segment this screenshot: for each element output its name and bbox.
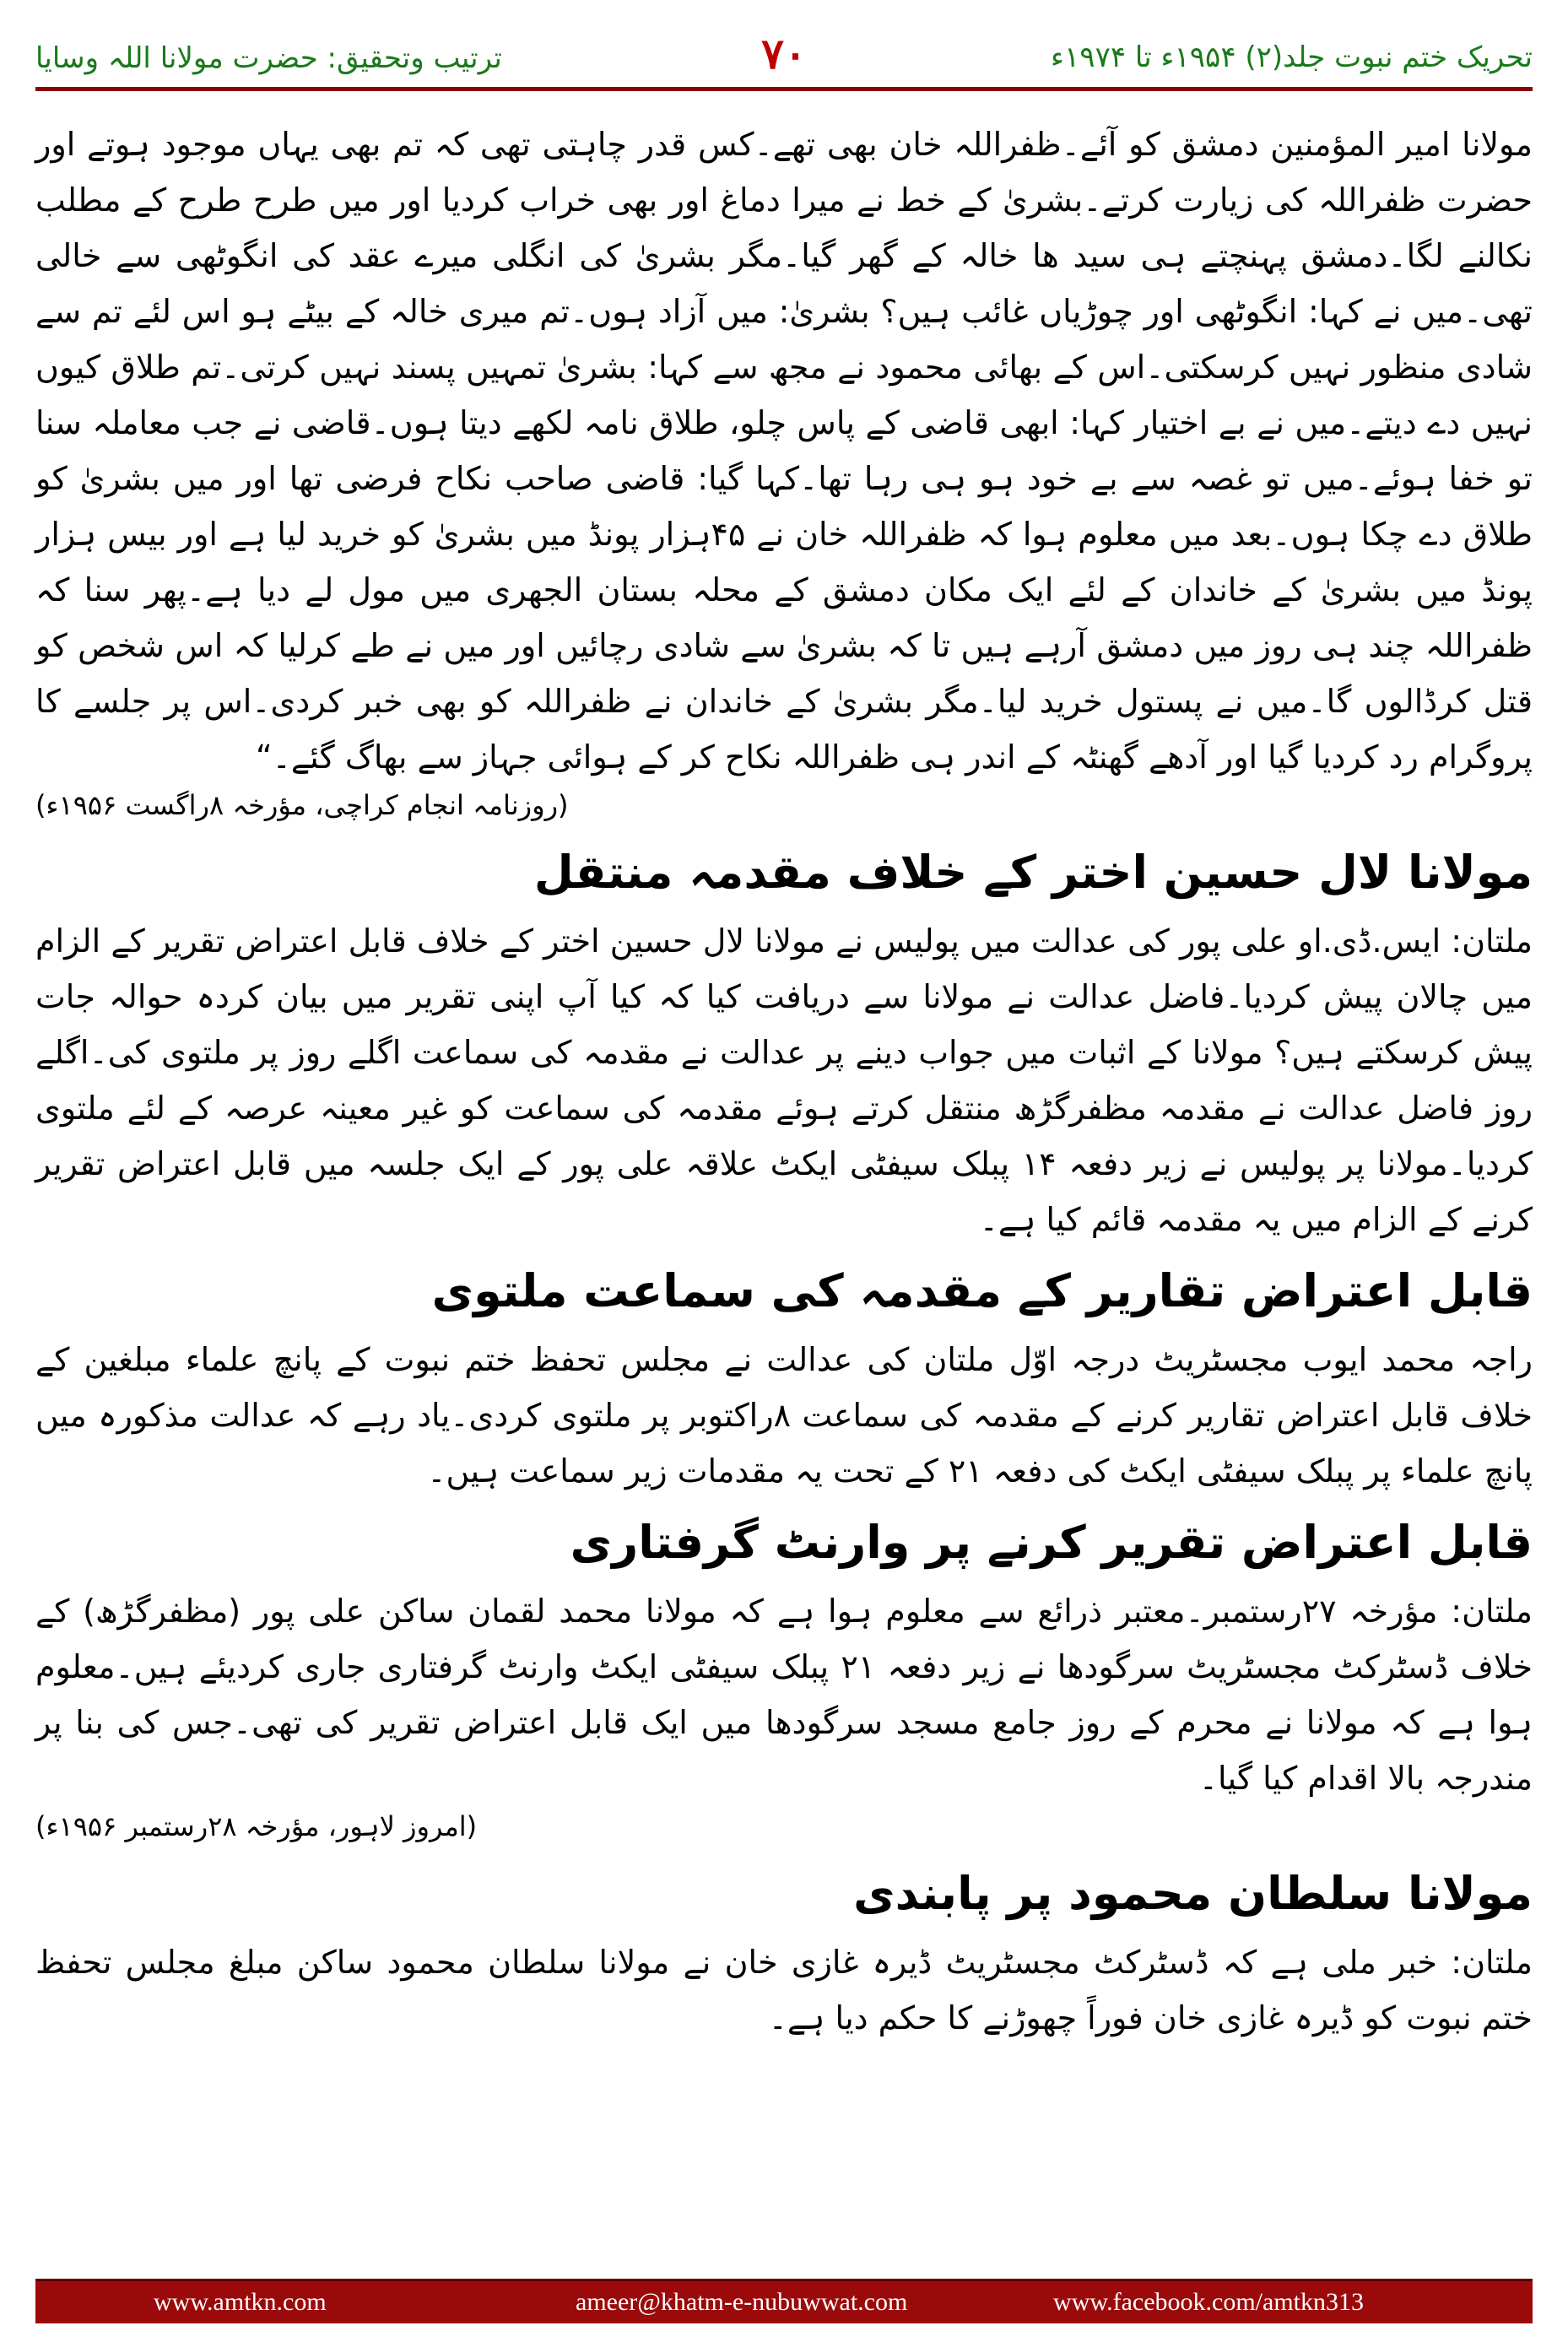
- heading-case-transferred: مولانا لال حسین اختر کے خلاف مقدمہ منتقل: [533, 846, 1533, 899]
- heading-hearing-adjourned: قابل اعتراض تقاریر کے مقدمہ کی سماعت ملتوی: [431, 1264, 1533, 1317]
- paragraph-2: ملتان: ایس.ڈی.او علی پور کی عدالت میں پولیس نے مولانا لال حسین اختر کے خلاف قابل اعتراض تقریر کے الزام میں چالان پیش کردیا۔فاضل عدالت نے مولانا سے دریافت کیا کہ کیا آپ اپنی تقریر میں بیان کردہ حوالہ جات پیش کرسکتے ہیں؟ مولانا کے اثبات میں جواب دینے پر عدالت نے مقدمہ کی سماعت اگلے روز پر ملتوی کی۔اگلے روز فاضل عدالت نے مقدمہ مظفرگڑھ منتقل کرتے ہوئے مقدمہ کی سماعت کو غیر معینہ عرصہ کے لئے ملتوی کردیا۔مولانا پر پولیس نے زیر دفعہ ۱۴ پبلک سیفٹی ایکٹ علاقہ علی پور کے ایک جلسہ میں قابل اعتراض تقریر کرنے کے الزام میں یہ مقدمہ قائم کیا ہے۔: [35, 922, 1533, 1238]
- footer-website-link[interactable]: www.amtkn.com: [154, 2288, 327, 2316]
- paragraph-5: ملتان: خبر ملی ہے کہ ڈسٹرکٹ مجسٹریٹ ڈیرہ غازی خان نے مولانا سلطان محمود ساکن مبلغ مجلس تحفظ ختم نبوت کو ڈیرہ غازی خان فوراً چھوڑنے کا حکم دیا ہے۔: [35, 1944, 1533, 2036]
- page-body: [35, 116, 1533, 2046]
- heading-ban: مولانا سلطان محمود پر پابندی: [853, 1867, 1533, 1920]
- page-number: ۷۰: [761, 29, 807, 78]
- citation-1: (روزنامہ انجام کراچی، مؤرخہ ۸راگست ۱۹۵۶ء): [35, 789, 569, 821]
- page-header: [35, 19, 1533, 86]
- page-footer: [35, 2279, 1533, 2323]
- paragraph-4: ملتان: مؤرخہ ۲۷رستمبر۔معتبر ذرائع سے معلوم ہوا ہے کہ مولانا محمد لقمان ساکن علی پور (مظفرگڑھ) کے خلاف ڈسٹرکٹ مجسٹریٹ سرگودھا نے زیر دفعہ ۲۱ پبلک سیفٹی ایکٹ وارنٹ گرفتاری جاری کردیئے ہیں۔معلوم ہوا ہے کہ مولانا نے محرم کے روز جامع مسجد سرگودھا میں ایک قابل اعتراض تقریر کی تھی۔جس کی بنا پر مندرجہ بالا اقدام کیا گیا۔: [35, 1593, 1533, 1797]
- footer-facebook-link[interactable]: www.facebook.com/amtkn313: [1053, 2288, 1364, 2316]
- paragraph-1: مولانا امیر المؤمنین دمشق کو آئے۔ظفراللہ خان بھی تھے۔کس قدر چاہتی تھی کہ تم بھی یہاں موجود ہوتے اور حضرت ظفراللہ کی زیارت کرتے۔بشریٰ کے خط نے میرا دماغ اور بھی خراب کردیا اور میں طرح طرح کے مطلب نکالنے لگا۔دمشق پہنچتے ہی سید ھا خالہ کے گھر گیا۔مگر بشریٰ کی انگلی میرے عقد کی انگوٹھی سے خالی تھی۔میں نے کہا: انگوٹھی اور چوڑیاں غائب ہیں؟ بشریٰ: میں آزاد ہوں۔تم میری خالہ کے بیٹے ہو اس لئے تم سے شادی منظور نہیں کرسکتی۔اس کے بھائی محمود نے مجھ سے کہا: بشریٰ تمہیں پسند نہیں کرتی۔تم طلاق کیوں نہیں دے دیتے۔میں نے بے اختیار کہا: ابھی قاضی کے پاس چلو، طلاق نامہ لکھے دیتا ہوں۔قاضی نے جب معاملہ سنا تو خفا ہوئے۔میں تو غصہ سے بے خود ہو ہی رہا تھا۔کہا گیا: قاضی صاحب نکاح فرضی تھا اور میں بشریٰ کو طلاق دے چکا ہوں۔بعد میں معلوم ہوا کہ ظفراللہ خان نے ۴۵ہزار پونڈ میں بشریٰ کو خرید لیا ہے اور بیس ہزار پونڈ میں بشریٰ کے خاندان کے لئے ایک مکان دمشق کے محلہ بستان الجھری میں مول لے دیا ہے۔پھر سنا کہ ظفراللہ چند ہی روز میں دمشق آرہے ہیں تا کہ بشریٰ سے شادی رچائیں اور میں نے طے کرلیا کہ اس شخص کو قتل کرڈالوں گا۔میں نے پستول خرید لیا۔مگر بشریٰ کے خاندان نے ظفراللہ کو بھی خبر کردی۔اس پر جلسے کا پروگرام رد کردیا گیا اور آدھے گھنٹہ کے اندر ہی ظفراللہ نکاح کر کے ہوائی جہاز سے بھاگ گئے۔“: [35, 126, 1533, 776]
- heading-arrest-warrant: قابل اعتراض تقریر کرنے پر وارنٹ گرفتاری: [570, 1516, 1533, 1569]
- citation-4: (امروز لاہور، مؤرخہ ۲۸رستمبر ۱۹۵۶ء): [35, 1810, 478, 1842]
- book-title: تحریک ختم نبوت جلد(۲) ۱۹۵۴ء تا ۱۹۷۴ء: [1051, 41, 1533, 74]
- paragraph-3: راجہ محمد ایوب مجسٹریٹ درجہ اوّل ملتان کی عدالت نے مجلس تحفظ ختم نبوت کے پانچ علماء مبلغین کے خلاف قابل اعتراض تقاریر کرنے کے مقدمہ کی سماعت ۸راکتوبر پر ملتوی کردی۔یاد رہے کہ عدالت مذکورہ میں پانچ علماء پر پبلک سیفٹی ایکٹ کی دفعہ ۲۱ کے تحت یہ مقدمات زیر سماعت ہیں۔: [35, 1341, 1533, 1490]
- compiler-credit: ترتیب وتحقیق: حضرت مولانا اللہ وسایا: [35, 41, 502, 75]
- footer-email-link[interactable]: ameer@khatm-e-nubuwwat.com: [576, 2288, 908, 2316]
- header-divider: [35, 87, 1533, 91]
